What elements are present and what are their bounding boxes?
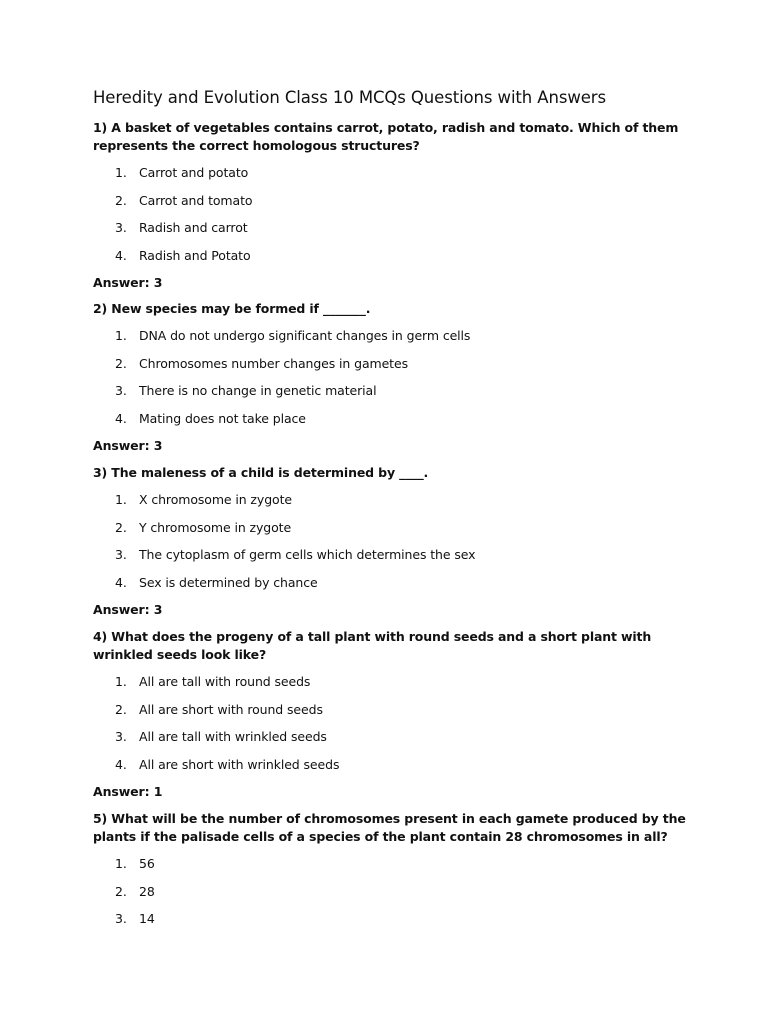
option-number: 3.: [115, 383, 127, 398]
option-number: 1.: [115, 856, 127, 871]
option-item: [93, 164, 693, 192]
option-number: 2.: [115, 883, 127, 899]
answer-label: Answer: 3: [93, 275, 163, 290]
option-text: All are tall with round seeds: [139, 674, 311, 689]
option-item: [93, 519, 693, 547]
question-block-2: [93, 300, 693, 455]
option-text: There is no change in genetic material: [139, 383, 377, 398]
option-number: 4.: [115, 410, 127, 426]
option-text: DNA do not undergo significant changes in germ cells: [139, 328, 471, 343]
question-text: 1) A basket of vegetables contains carrot, potato, radish and tomato. Which of them represents the correct homologous structures?: [93, 120, 679, 153]
question-text: 5) What will be the number of chromosomes present in each gamete produced by the plants if the palisade cells of a species of the plant contain 28 chromosomes in all?: [93, 811, 686, 844]
question-block-5: [93, 810, 693, 938]
option-item: [93, 574, 693, 602]
option-list: [93, 673, 693, 783]
option-list: [93, 164, 693, 274]
option-item: [93, 491, 693, 519]
option-text: All are tall with wrinkled seeds: [139, 729, 327, 744]
option-text: Radish and Potato: [139, 247, 251, 263]
option-text: Radish and carrot: [139, 220, 248, 235]
document-title: Heredity and Evolution Class 10 MCQs Questions with Answers: [93, 88, 606, 107]
option-item: [93, 728, 693, 756]
option-text: Sex is determined by chance: [139, 574, 318, 590]
question-text: 4) What does the progeny of a tall plant with round seeds and a short plant with wrinkled seeds look like?: [93, 629, 652, 662]
option-list: [93, 327, 693, 437]
option-text: Mating does not take place: [139, 410, 306, 426]
question-block-1: [93, 119, 693, 292]
option-item: [93, 883, 693, 911]
option-item: [93, 192, 693, 220]
option-text: Y chromosome in zygote: [139, 519, 292, 535]
option-item: [93, 910, 693, 938]
option-item: [93, 855, 693, 883]
question-text: 2) New species may be formed if _______.: [93, 301, 371, 316]
option-list: [93, 855, 693, 938]
option-text: X chromosome in zygote: [139, 492, 292, 507]
option-item: [93, 673, 693, 701]
option-item: [93, 382, 693, 410]
option-item: [93, 546, 693, 574]
option-number: 2.: [115, 192, 127, 208]
option-item: [93, 410, 693, 438]
option-item: [93, 355, 693, 383]
option-text: Carrot and potato: [139, 165, 249, 180]
option-item: [93, 756, 693, 784]
option-number: 2.: [115, 355, 127, 371]
option-number: 4.: [115, 756, 127, 772]
option-number: 4.: [115, 247, 127, 263]
option-text: Carrot and tomato: [139, 192, 253, 208]
option-text: The cytoplasm of germ cells which determines the sex: [139, 547, 476, 562]
question-text: 3) The maleness of a child is determined by ____.: [93, 465, 429, 480]
question-block-4: [93, 628, 693, 801]
answer-label: Answer: 3: [93, 602, 163, 617]
option-list: [93, 491, 693, 601]
option-number: 4.: [115, 574, 127, 590]
option-number: 1.: [115, 165, 127, 180]
option-text: 14: [139, 911, 155, 926]
option-number: 2.: [115, 701, 127, 717]
option-number: 2.: [115, 519, 127, 535]
option-text: All are short with wrinkled seeds: [139, 756, 340, 772]
option-item: [93, 701, 693, 729]
question-block-3: [93, 464, 693, 619]
option-text: All are short with round seeds: [139, 701, 323, 717]
option-number: 1.: [115, 674, 127, 689]
option-number: 3.: [115, 547, 127, 562]
option-number: 3.: [115, 220, 127, 235]
option-number: 1.: [115, 328, 127, 343]
option-number: 3.: [115, 729, 127, 744]
option-text: 56: [139, 856, 155, 871]
option-item: [93, 327, 693, 355]
option-text: Chromosomes number changes in gametes: [139, 355, 408, 371]
option-text: 28: [139, 883, 155, 899]
option-number: 3.: [115, 911, 127, 926]
answer-label: Answer: 1: [93, 784, 163, 799]
answer-label: Answer: 3: [93, 438, 163, 453]
option-number: 1.: [115, 492, 127, 507]
option-item: [93, 247, 693, 275]
option-item: [93, 219, 693, 247]
